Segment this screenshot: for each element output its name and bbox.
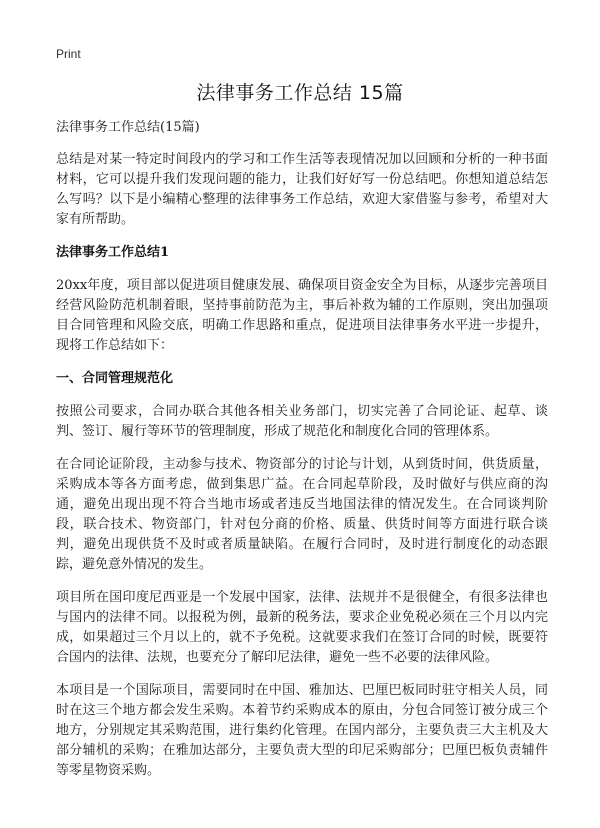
document-body: [56, 118, 548, 794]
heading-contract-management: 一、合同管理规范化: [56, 371, 174, 386]
document-subtitle: 法律事务工作总结(15篇): [56, 120, 200, 135]
page-title: 法律事务工作总结 15篇: [196, 82, 404, 104]
paragraph-3: 在合同论证阶段，主动参与技术、物资部分的讨论与计划，从到货时间，供货质量，采购成本等各方面考虑，做到集思广益。在合同起草阶段，及时做好与供应商的沟通，避免出现出现不符合当地市场或者违反当地国法律的情况发生。在合同谈判阶段，联合技术、物资部门，针对包分商的价格、质量、供货时间等方面进行联合谈判，避免出现供货不及时或者质量缺陷。在履行合同时，及时进行制度化的动态跟踪，避免意外情况的发生。: [56, 457, 548, 572]
section-title: 法律事务工作总结1: [56, 245, 170, 260]
paragraph-4: 项目所在国印度尼西亚是一个发展中国家，法律、法规并不是很健全，有很多法律也与国内的法律不同。以报税为例，最新的税务法，要求企业免税必须在三个月以内完成，如果超过三个月以上的，就不予免税。这就要求我们在签订合同的时候，既要符合国内的法律、法规，也要充分了解印尼法律，避免一些不必要的法律风险。: [56, 590, 548, 665]
print-label: Print: [56, 47, 81, 61]
intro-paragraph: 总结是对某一特定时间段内的学习和工作生活等表现情况加以回顾和分析的一种书面材料，它可以提升我们发现问题的能力，让我们好好写一份总结吧。你想知道总结怎么写吗？以下是小编精心整理的法律事务工作总结，欢迎大家借鉴与参考，希望对大家有所帮助。: [56, 152, 548, 227]
paragraph-1: 20xx年度，项目部以促进项目健康发展、确保项目资金安全为目标，从逐步完善项目经营风险防范机制着眼，坚持事前防范为主，事后补救为辅的工作原则，突出加强项目合同管理和风险交底，明确工作思路和重点，促进项目法律事务水平进一步提升，现将工作总结如下：: [56, 278, 548, 353]
paragraph-5: 本项目是一个国际项目，需要同时在中国、雅加达、巴厘巴板同时驻守相关人员，同时在这三个地方都会发生采购。本着节约采购成本的原由，分包合同签订被分成三个地方，分别规定其采购范围，进行集约化管理。在国内部分，主要负责三大主机及大部分辅机的采购；在雅加达部分，主要负责大型的印尼采购部分；巴厘巴板负责辅件等零星物资采购。: [56, 683, 548, 778]
paragraph-2: 按照公司要求，合同办联合其他各相关业务部门，切实完善了合同论证、起草、谈判、签订、履行等环节的管理制度，形成了规范化和制度化合同的管理体系。: [56, 404, 548, 439]
